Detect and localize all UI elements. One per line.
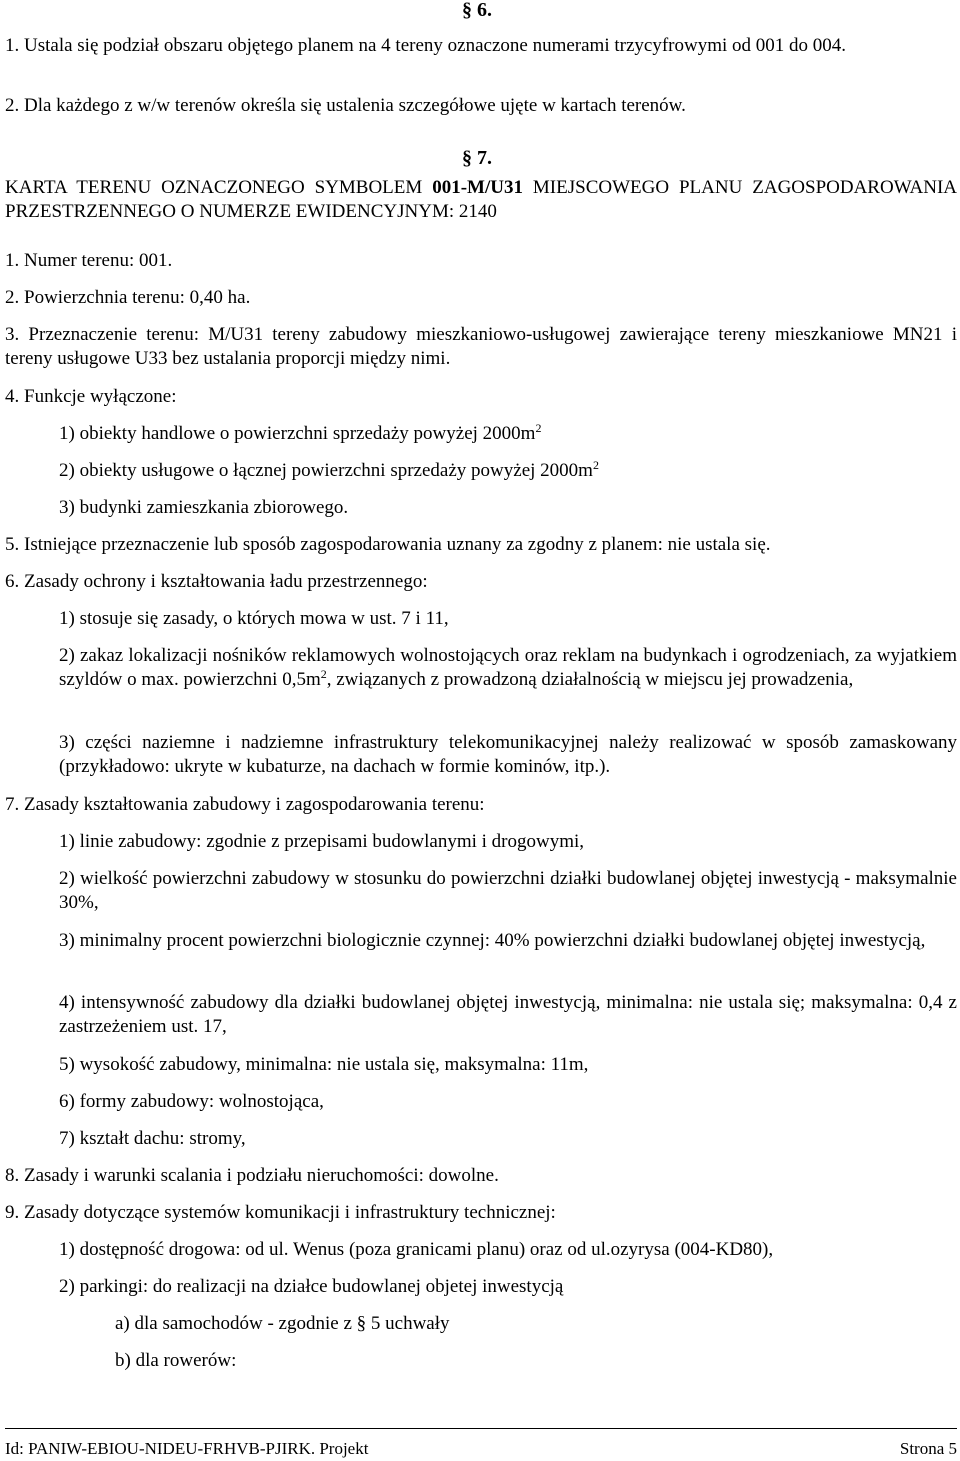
item-3-purpose: 3. Przeznaczenie terenu: M/U31 tereny zabudowy mieszkaniowo-usługowej zawierające tereny mieszkaniowe MN21 i tereny usługowe U33 bez ustalania proporcji między nimi. <box>5 324 957 369</box>
item-7-1: 1) linie zabudowy: zgodnie z przepisami budowlanymi i drogowymi, <box>59 831 585 852</box>
item-6-2-text-a: 2) zakaz lokalizacji nośników reklamowych wolnostojących oraz reklam na budynkach i ogrodzeniach, za wyjatkiem szyldów o max. powierzchni 0,5m <box>59 645 957 690</box>
superscript: 2 <box>535 421 542 435</box>
item-2-area: 2. Powierzchnia terenu: 0,40 ha. <box>5 287 251 308</box>
card-title-part-a: KARTA TERENU OZNACZONEGO SYMBOLEM <box>5 177 423 198</box>
item-4-1-text: 1) obiekty handlowe o powierzchni sprzedaży powyżej 2000m <box>59 423 536 444</box>
item-6-2 <box>59 644 957 692</box>
item-4-1 <box>59 422 957 446</box>
superscript: 2 <box>592 458 599 472</box>
page-footer <box>5 1437 957 1461</box>
item-7-5: 5) wysokość zabudowy, minimalna: nie ustala się, maksymalna: 11m, <box>59 1054 589 1075</box>
footer-divider <box>5 1428 957 1429</box>
item-9-2-b: b) dla rowerów: <box>115 1350 237 1371</box>
page-number: Strona 5 <box>899 1439 957 1458</box>
item-4-3: 3) budynki zamieszkania zbiorowego. <box>59 497 349 518</box>
item-4-2 <box>59 459 957 483</box>
item-7-building-rules: 7. Zasady kształtowania zabudowy i zagospodarowania terenu: <box>5 794 485 815</box>
item-6-protection: 6. Zasady ochrony i kształtowania ładu przestrzennego: <box>5 571 428 592</box>
item-6-2-text-b: , związanych z prowadzoną działalnością w miejscu jej prowadzenia, <box>326 669 854 690</box>
item-4-2-text: 2) obiekty usługowe o łącznej powierzchni sprzedaży powyżej 2000m <box>59 460 593 481</box>
document-id: Id: PANIW-EBIOU-NIDEU-FRHVB-PJIRK. Projekt <box>5 1439 369 1458</box>
item-9-2-a: a) dla samochodów - zgodnie z § 5 uchwały <box>115 1313 450 1334</box>
item-8-merge: 8. Zasady i warunki scalania i podziału nieruchomości: dowolne. <box>5 1165 499 1186</box>
item-9-communication: 9. Zasady dotyczące systemów komunikacji i infrastruktury technicznej: <box>5 1202 556 1223</box>
item-6-3: 3) części naziemne i nadziemne infrastruktury telekomunikacyjnej należy realizować w sposób zamaskowany (przykładowo: ukryte w kubaturze, na dachach w formie kominów, itp.). <box>59 732 957 777</box>
card-title-symbol: 001-M/U31 <box>432 177 523 198</box>
section-6-header: § 6. <box>462 0 492 21</box>
item-7-2: 2) wielkość powierzchni zabudowy w stosunku do powierzchni działki budowlanej objętej inwestycją - maksymalnie 30%, <box>59 868 957 913</box>
item-7-6: 6) formy zabudowy: wolnostojąca, <box>59 1091 324 1112</box>
paragraph-6-1: 1. Ustala się podział obszaru objętego planem na 4 tereny oznaczone numerami trzycyfrowymi od 001 do 004. <box>5 35 847 56</box>
item-5-existing: 5. Istniejące przeznaczenie lub sposób zagospodarowania uznany za zgodny z planem: nie ustala się. <box>5 534 771 555</box>
item-1-number: 1. Numer terenu: 001. <box>5 250 173 271</box>
card-title <box>5 176 957 224</box>
item-7-4: 4) intensywność zabudowy dla działki budowlanej objętej inwestycją, minimalna: nie ustala się; maksymalna: 0,4 z zastrzeżeniem ust. 17, <box>59 992 957 1037</box>
section-7-header: § 7. <box>462 147 492 169</box>
superscript: 2 <box>320 667 327 681</box>
item-9-1: 1) dostępność drogowa: od ul. Wenus (poza granicami planu) oraz od ul.ozyrysa (004-KD80), <box>59 1239 774 1260</box>
item-7-7: 7) kształt dachu: stromy, <box>59 1128 246 1149</box>
paragraph-6-2: 2. Dla każdego z w/w terenów określa się ustalenia szczegółowe ujęte w kartach terenów. <box>5 95 686 116</box>
card-title-part-b: MIEJSCOWEGO PLANU ZAGOSPODAROWANIA PRZESTRZENNEGO O NUMERZE EWIDENCYJNYM: 2140 <box>5 177 958 222</box>
item-6-1: 1) stosuje się zasady, o których mowa w ust. 7 i 11, <box>59 608 449 629</box>
item-4-excluded: 4. Funkcje wyłączone: <box>5 386 177 407</box>
item-9-2: 2) parkingi: do realizacji na działce budowlanej objetej inwestycją <box>59 1276 564 1297</box>
item-7-3: 3) minimalny procent powierzchni biologicznie czynnej: 40% powierzchni działki budowlanej objętej inwestycją, <box>59 930 926 951</box>
